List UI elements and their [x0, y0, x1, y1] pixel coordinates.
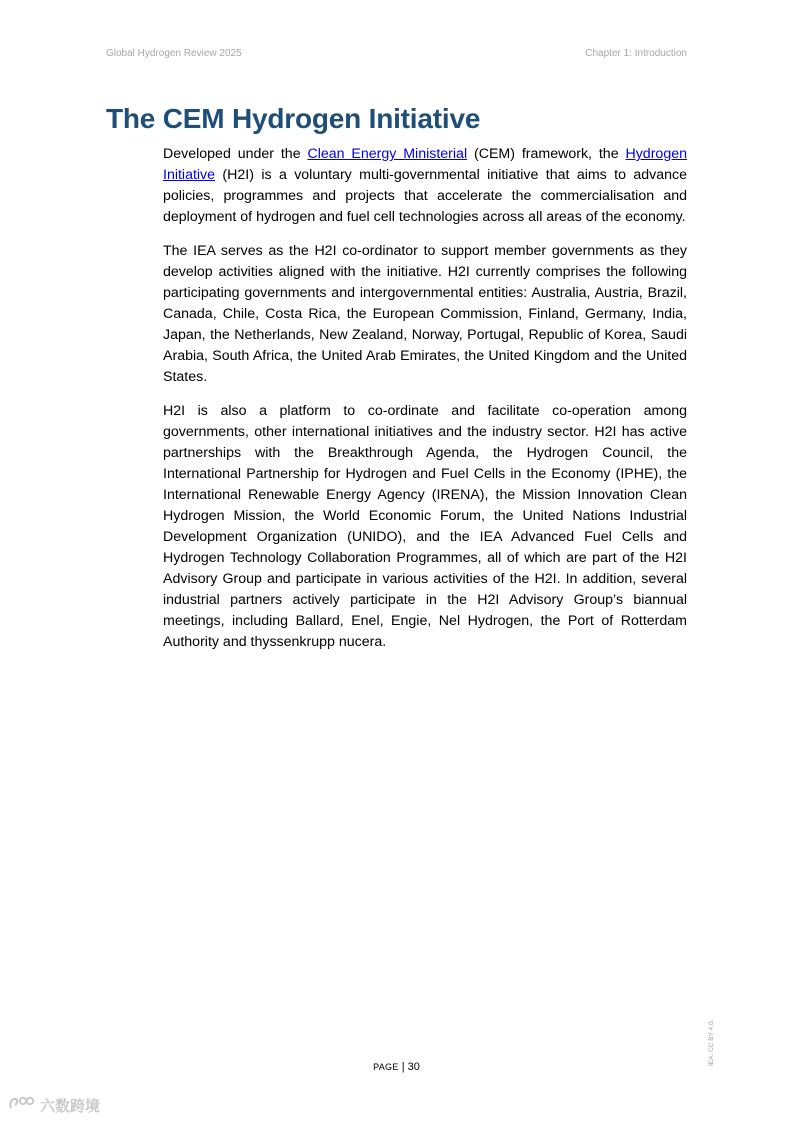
page-number-value: 30 [407, 1061, 420, 1073]
section-title: The CEM Hydrogen Initiative [106, 103, 481, 134]
page-separator: | [398, 1061, 408, 1073]
paragraph-text: (CEM) framework, the [467, 146, 626, 162]
watermark [8, 1095, 100, 1116]
paragraph-members: The IEA serves as the H2I co-ordinator to support member governments as they develop activities aligned with the initiative. H2I currently comprises the following participating governments and intergovernmental entities: Australia, Austria, Brazil, Canada, Chile, Costa Rica, the European Commission, Finland, Germany, India, Japan, the Netherlands, New Zealand, Norway, Portugal, Republic of Korea, Saudi Arabia, South Africa, the United Arab Emirates, the United Kingdom and the United States. [163, 243, 687, 385]
running-header-chapter: Chapter 1: Introduction [585, 48, 687, 59]
page-label: PAGE [373, 1062, 399, 1072]
clean-energy-ministerial-link[interactable]: Clean Energy Ministerial [307, 146, 468, 162]
page-number [0, 1061, 793, 1073]
logo-icon [8, 1095, 36, 1116]
watermark-text: 六数跨境 [40, 1097, 101, 1115]
body-text [163, 144, 687, 666]
paragraph-text: (H2I) is a voluntary multi-governmental initiative that aims to advance policies, programmes and projects that accelerate the commercialisation and deployment of hydrogen and fuel cell technologies across all areas of the economy. [163, 167, 687, 225]
hydrogen-initiative-link[interactable]: Hydrogen Initiative [163, 146, 687, 183]
paragraph-partnerships: H2I is also a platform to co-ordinate and facilitate co-operation among governments, other international initiatives and the industry sector. H2I has active partnerships with the Breakthrough Agenda, the Hydrogen Council, the International Partnership for Hydrogen and Fuel Cells in the Economy (IPHE), the International Renewable Energy Agency (IRENA), the Mission Innovation Clean Hydrogen Mission, the World Economic Forum, the United Nations Industrial Development Organization (UNIDO), and the IEA Advanced Fuel Cells and Hydrogen Technology Collaboration Programmes, all of which are part of the H2I Advisory Group and participate in various activities of the H2I. In addition, several industrial partners actively participate in the H2I Advisory Group’s biannual meetings, including Ballard, Enel, Engie, Nel Hydrogen, the Port of Rotterdam Authority and thyssenkrupp nucera. [163, 403, 687, 650]
license-note: IEA. CC BY 4.0. [708, 1019, 715, 1066]
running-header-title: Global Hydrogen Review 2025 [106, 48, 242, 59]
paragraph-text: Developed under the [163, 146, 308, 162]
paragraph-intro [163, 144, 687, 228]
